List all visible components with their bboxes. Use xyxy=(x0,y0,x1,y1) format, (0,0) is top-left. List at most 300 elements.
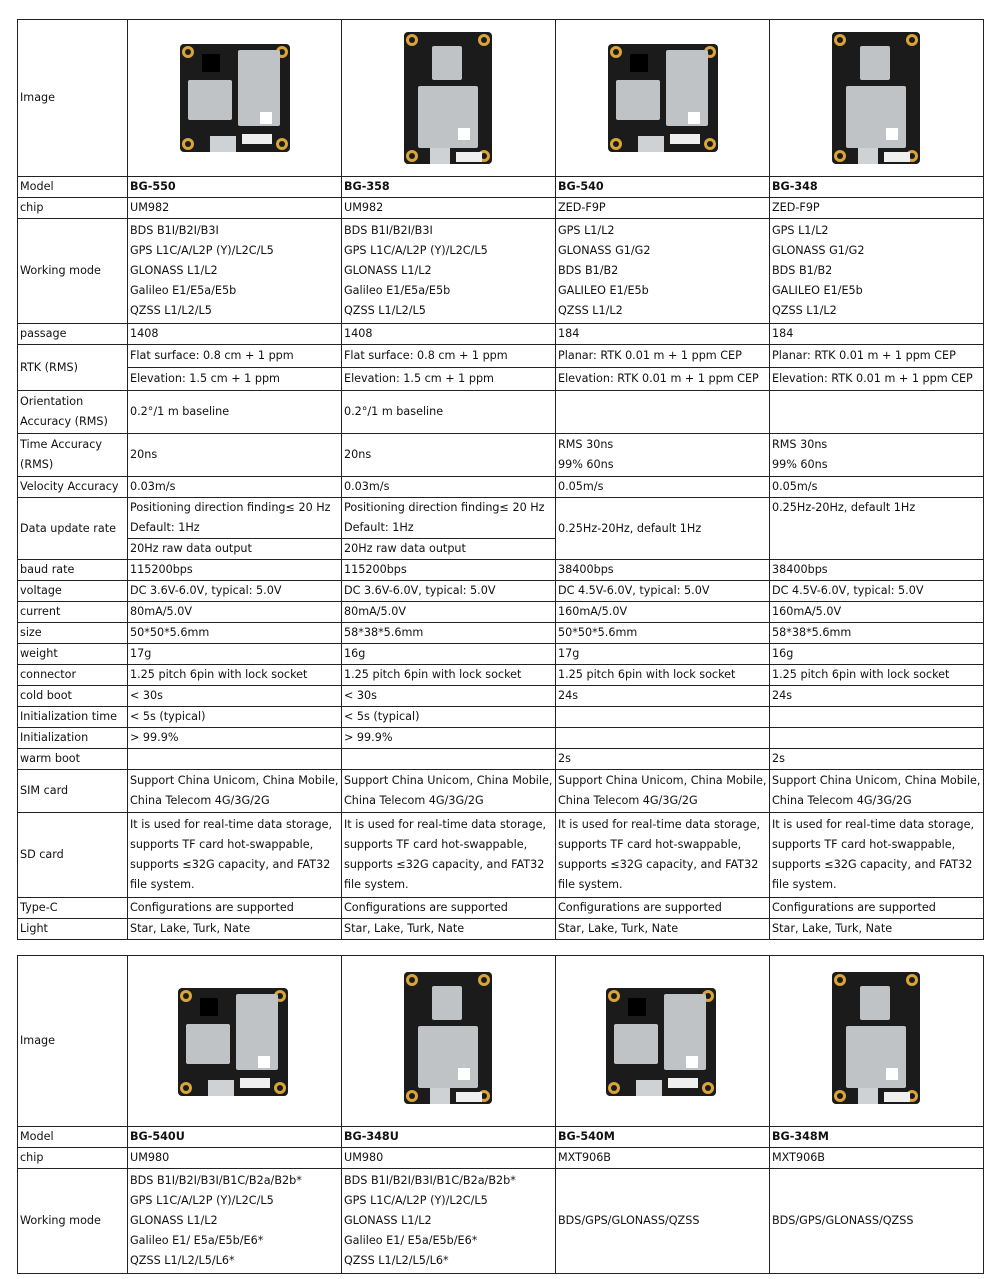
product-board-image xyxy=(178,984,288,1102)
cell-value: DC 4.5V-6.0V, typical: 5.0V xyxy=(772,584,924,597)
cell-line: GALILEO E1/E5b xyxy=(772,284,863,297)
spec-table-secondary xyxy=(17,955,984,1274)
row-label-cell xyxy=(18,219,128,324)
value-cell xyxy=(128,686,342,707)
cell-value: 24s xyxy=(558,689,579,702)
cell-line: Galileo E1/ E5a/E5b/E6* xyxy=(130,1234,264,1247)
value-cell xyxy=(556,1148,770,1169)
cell-line: file system. xyxy=(130,878,195,891)
cell-value: Planar: RTK 0.01 m + 1 ppm CEP xyxy=(772,349,956,362)
cell-line: China Telecom 4G/3G/2G xyxy=(130,794,270,807)
value-cell xyxy=(770,581,984,602)
row-label: Time Accuracy xyxy=(20,438,103,451)
cell-line: Support China Unicom, China Mobile, xyxy=(344,774,553,787)
cell-value: > 99.9% xyxy=(344,731,393,744)
row-label-cell xyxy=(18,1127,128,1148)
value-cell xyxy=(128,1127,342,1148)
cell-line: QZSS L1/L2 xyxy=(558,304,623,317)
row-label-cell xyxy=(18,602,128,623)
value-cell xyxy=(342,581,556,602)
value-cell xyxy=(128,707,342,728)
cell-value: Elevation: 1.5 cm + 1 ppm xyxy=(130,372,280,385)
value-cell xyxy=(342,434,556,477)
row-label: cold boot xyxy=(20,689,72,702)
product-board-image xyxy=(180,40,290,158)
value-cell xyxy=(770,219,984,324)
row-label: Accuracy (RMS) xyxy=(20,415,108,428)
product-image-cell xyxy=(342,20,556,177)
value-cell xyxy=(342,177,556,198)
cell-value: BG-348M xyxy=(772,1130,829,1143)
cell-line: 0.25Hz-20Hz, default 1Hz xyxy=(772,501,916,514)
row-label-cell xyxy=(18,813,128,898)
cell-line: BDS/GPS/GLONASS/QZSS xyxy=(772,1214,914,1227)
value-cell xyxy=(556,219,770,324)
value-cell xyxy=(128,219,342,324)
row-label-cell xyxy=(18,623,128,644)
value-cell xyxy=(342,560,556,581)
value-cell xyxy=(128,560,342,581)
value-cell xyxy=(342,477,556,498)
value-cell xyxy=(342,1169,556,1274)
cell-value: 1.25 pitch 6pin with lock socket xyxy=(130,668,308,681)
row-label-cell xyxy=(18,919,128,940)
product-board-image xyxy=(832,968,920,1108)
cell-line: supports ≤32G capacity, and FAT32 xyxy=(772,858,973,871)
cell-line: BDS B1I/B2I/B3I/B1C/B2a/B2b* xyxy=(130,1174,302,1187)
cell-line: Support China Unicom, China Mobile, xyxy=(558,774,767,787)
value-cell xyxy=(770,707,984,728)
cell-value: 1.25 pitch 6pin with lock socket xyxy=(558,668,736,681)
value-cell xyxy=(770,770,984,813)
row-label: Image xyxy=(20,1034,56,1047)
row-label-cell xyxy=(18,644,128,665)
cell-value: < 5s (typical) xyxy=(344,710,420,723)
value-cell xyxy=(128,498,342,539)
cell-line: GLONASS G1/G2 xyxy=(558,244,651,257)
product-image-cell xyxy=(342,956,556,1127)
cell-line: China Telecom 4G/3G/2G xyxy=(344,794,484,807)
cell-value: 16g xyxy=(344,647,366,660)
row-label-cell xyxy=(18,198,128,219)
product-image-cell xyxy=(128,20,342,177)
row-label-cell xyxy=(18,1169,128,1274)
cell-line: 99% 60ns xyxy=(772,458,828,471)
value-cell xyxy=(556,749,770,770)
value-cell xyxy=(556,1169,770,1274)
value-cell xyxy=(556,198,770,219)
cell-line: It is used for real-time data storage, xyxy=(344,818,547,831)
value-cell xyxy=(556,434,770,477)
cell-line: BDS B1/B2 xyxy=(772,264,833,277)
value-cell xyxy=(342,1148,556,1169)
cell-line: RMS 30ns xyxy=(558,438,614,451)
cell-value: 58*38*5.6mm xyxy=(772,626,852,639)
cell-line: BDS B1I/B2I/B3I xyxy=(344,224,433,237)
cell-line: supports ≤32G capacity, and FAT32 xyxy=(130,858,331,871)
cell-value: Star, Lake, Turk, Nate xyxy=(130,922,251,935)
cell-line: Support China Unicom, China Mobile, xyxy=(772,774,981,787)
row-label: Model xyxy=(20,1130,54,1143)
cell-value: Configurations are supported xyxy=(772,901,936,914)
cell-value: BG-540U xyxy=(130,1130,185,1143)
cell-value: 24s xyxy=(772,689,793,702)
value-cell xyxy=(770,177,984,198)
cell-line: Positioning direction finding≤ 20 Hz xyxy=(130,501,331,514)
value-cell xyxy=(128,345,342,368)
cell-line: GPS L1C/A/L2P (Y)/L2C/L5 xyxy=(344,244,488,257)
cell-line: Galileo E1/E5a/E5b xyxy=(130,284,237,297)
value-cell xyxy=(556,345,770,368)
value-cell xyxy=(342,219,556,324)
row-label: voltage xyxy=(20,584,62,597)
row-label-cell xyxy=(18,665,128,686)
value-cell xyxy=(556,644,770,665)
cell-line: RMS 30ns xyxy=(772,438,828,451)
cell-value: 115200bps xyxy=(130,563,193,576)
cell-value: 0.2°/1 m baseline xyxy=(130,405,230,418)
value-cell xyxy=(128,749,342,770)
value-cell xyxy=(556,919,770,940)
row-label-cell xyxy=(18,345,128,391)
value-cell xyxy=(556,581,770,602)
cell-value: MXT906B xyxy=(772,1151,825,1164)
value-cell xyxy=(556,368,770,391)
cell-line: QZSS L1/L2/L5/L6* xyxy=(344,1254,449,1267)
cell-value: 160mA/5.0V xyxy=(558,605,628,618)
row-label-cell xyxy=(18,477,128,498)
row-label-cell xyxy=(18,324,128,345)
value-cell xyxy=(770,1127,984,1148)
cell-line: supports ≤32G capacity, and FAT32 xyxy=(344,858,545,871)
cell-value: Configurations are supported xyxy=(130,901,294,914)
value-cell xyxy=(342,707,556,728)
cell-line: file system. xyxy=(344,878,409,891)
cell-value: Elevation: RTK 0.01 m + 1 ppm CEP xyxy=(772,372,973,385)
cell-line: BDS B1I/B2I/B3I xyxy=(130,224,219,237)
row-label: Working mode xyxy=(20,264,101,277)
value-cell xyxy=(128,1169,342,1274)
cell-line: GLONASS L1/L2 xyxy=(130,1214,218,1227)
cell-value: 80mA/5.0V xyxy=(344,605,407,618)
cell-value: 1.25 pitch 6pin with lock socket xyxy=(772,668,950,681)
row-label-cell xyxy=(18,498,128,560)
cell-line: Positioning direction finding≤ 20 Hz xyxy=(344,501,545,514)
row-label: Model xyxy=(20,180,54,193)
product-image-cell xyxy=(556,20,770,177)
value-cell xyxy=(342,749,556,770)
value-cell xyxy=(342,686,556,707)
cell-value: ZED-F9P xyxy=(558,201,606,214)
row-label-cell xyxy=(18,686,128,707)
value-cell xyxy=(556,498,770,560)
cell-value: DC 3.6V-6.0V, typical: 5.0V xyxy=(344,584,496,597)
value-cell xyxy=(128,324,342,345)
value-cell xyxy=(342,623,556,644)
cell-value: BG-540 xyxy=(558,180,604,193)
value-cell xyxy=(128,177,342,198)
cell-line: Default: 1Hz xyxy=(344,521,414,534)
value-cell xyxy=(556,602,770,623)
value-cell xyxy=(556,665,770,686)
value-cell xyxy=(770,898,984,919)
cell-line: supports TF card hot-swappable, xyxy=(130,838,314,851)
value-cell xyxy=(556,177,770,198)
cell-value: Star, Lake, Turk, Nate xyxy=(558,922,679,935)
cell-value: BG-348U xyxy=(344,1130,399,1143)
row-label: connector xyxy=(20,668,77,681)
cell-value: Flat surface: 0.8 cm + 1 ppm xyxy=(130,349,294,362)
value-cell xyxy=(770,728,984,749)
value-cell xyxy=(770,391,984,434)
cell-line: GLONASS L1/L2 xyxy=(344,264,432,277)
row-label: chip xyxy=(20,201,44,214)
cell-line: GPS L1C/A/L2P (Y)/L2C/L5 xyxy=(130,244,274,257)
cell-value: BG-348 xyxy=(772,180,818,193)
product-image-cell xyxy=(128,956,342,1127)
value-cell xyxy=(128,477,342,498)
row-label: Initialization time xyxy=(20,710,118,723)
cell-line: GLONASS G1/G2 xyxy=(772,244,865,257)
cell-line: 0.25Hz-20Hz, default 1Hz xyxy=(558,521,702,535)
cell-value: Elevation: 1.5 cm + 1 ppm xyxy=(344,372,494,385)
cell-value: 160mA/5.0V xyxy=(772,605,842,618)
product-image-cell xyxy=(770,956,984,1127)
value-cell xyxy=(770,1169,984,1274)
product-board-image xyxy=(404,28,492,168)
row-label: weight xyxy=(20,647,58,660)
cell-value: 0.05m/s xyxy=(558,480,604,493)
cell-value: 50*50*5.6mm xyxy=(558,626,638,639)
cell-value: DC 4.5V-6.0V, typical: 5.0V xyxy=(558,584,710,597)
value-cell xyxy=(128,813,342,898)
row-label: baud rate xyxy=(20,563,75,576)
value-cell xyxy=(770,560,984,581)
product-board-image xyxy=(404,968,492,1108)
value-cell xyxy=(770,345,984,368)
cell-line: GPS L1C/A/L2P (Y)/L2C/L5 xyxy=(344,1194,488,1207)
cell-value: BG-358 xyxy=(344,180,390,193)
row-label-cell xyxy=(18,177,128,198)
cell-line: supports TF card hot-swappable, xyxy=(558,838,742,851)
cell-value: > 99.9% xyxy=(130,731,179,744)
row-label: Initialization xyxy=(20,731,89,744)
cell-value: 115200bps xyxy=(344,563,407,576)
value-cell xyxy=(128,368,342,391)
value-cell xyxy=(556,623,770,644)
cell-line: QZSS L1/L2 xyxy=(772,304,837,317)
value-cell xyxy=(770,623,984,644)
value-cell xyxy=(770,368,984,391)
cell-value: 2s xyxy=(558,752,571,765)
value-cell xyxy=(342,324,556,345)
row-label-cell xyxy=(18,581,128,602)
row-label-cell xyxy=(18,956,128,1127)
cell-value: UM980 xyxy=(344,1151,384,1164)
row-label: current xyxy=(20,605,61,618)
value-cell xyxy=(556,686,770,707)
cell-value: 0.03m/s xyxy=(344,480,390,493)
row-label: Working mode xyxy=(20,1214,101,1227)
value-cell xyxy=(770,324,984,345)
cell-value: 0.2°/1 m baseline xyxy=(344,405,444,418)
value-cell xyxy=(770,498,984,560)
value-cell xyxy=(342,198,556,219)
cell-line: Galileo E1/E5a/E5b xyxy=(344,284,451,297)
cell-value: UM982 xyxy=(344,201,384,214)
cell-value: Star, Lake, Turk, Nate xyxy=(772,922,893,935)
value-cell xyxy=(342,813,556,898)
value-cell xyxy=(556,707,770,728)
value-cell xyxy=(770,602,984,623)
row-label-cell xyxy=(18,20,128,177)
cell-value: Star, Lake, Turk, Nate xyxy=(344,922,465,935)
row-label: warm boot xyxy=(20,752,81,765)
cell-line: It is used for real-time data storage, xyxy=(772,818,975,831)
row-label-cell xyxy=(18,707,128,728)
value-cell xyxy=(770,665,984,686)
cell-line: 20ns xyxy=(130,448,158,461)
cell-line: 20ns xyxy=(344,448,372,461)
cell-value: < 30s xyxy=(344,689,377,702)
cell-value: 184 xyxy=(558,327,580,340)
value-cell xyxy=(770,749,984,770)
cell-line: China Telecom 4G/3G/2G xyxy=(558,794,698,807)
value-cell xyxy=(556,898,770,919)
cell-value: UM980 xyxy=(130,1151,170,1164)
row-label: (RMS) xyxy=(20,458,54,471)
cell-value: 38400bps xyxy=(772,563,828,576)
cell-line: QZSS L1/L2/L5 xyxy=(344,304,426,317)
cell-value: Configurations are supported xyxy=(558,901,722,914)
value-cell xyxy=(556,324,770,345)
cell-line: supports ≤32G capacity, and FAT32 xyxy=(558,858,759,871)
cell-value: 1408 xyxy=(130,327,159,340)
row-label: chip xyxy=(20,1151,44,1164)
product-board-image xyxy=(606,984,716,1102)
cell-value: Planar: RTK 0.01 m + 1 ppm CEP xyxy=(558,349,742,362)
cell-line: GLONASS L1/L2 xyxy=(130,264,218,277)
cell-line: GPS L1C/A/L2P (Y)/L2C/L5 xyxy=(130,1194,274,1207)
cell-value: 17g xyxy=(558,647,580,660)
cell-line: 99% 60ns xyxy=(558,458,614,471)
value-cell xyxy=(770,198,984,219)
value-cell xyxy=(342,498,556,539)
cell-line: QZSS L1/L2/L5/L6* xyxy=(130,1254,235,1267)
value-cell xyxy=(342,368,556,391)
value-cell xyxy=(556,728,770,749)
value-cell xyxy=(556,813,770,898)
row-label-cell xyxy=(18,898,128,919)
row-label-cell xyxy=(18,749,128,770)
value-cell xyxy=(128,198,342,219)
product-board-image xyxy=(832,28,920,168)
cell-value: < 5s (typical) xyxy=(130,710,206,723)
cell-value: 20Hz raw data output xyxy=(344,542,466,555)
value-cell xyxy=(342,898,556,919)
value-cell xyxy=(128,539,342,560)
product-image-cell xyxy=(556,956,770,1127)
product-board-image xyxy=(608,40,718,158)
value-cell xyxy=(128,623,342,644)
value-cell xyxy=(128,391,342,434)
value-cell xyxy=(556,560,770,581)
cell-value: BG-540M xyxy=(558,1130,615,1143)
cell-line: BDS B1/B2 xyxy=(558,264,619,277)
row-label: Image xyxy=(20,91,56,104)
cell-value: 2s xyxy=(772,752,785,765)
cell-line: China Telecom 4G/3G/2G xyxy=(772,794,912,807)
value-cell xyxy=(128,644,342,665)
cell-value: 0.03m/s xyxy=(130,480,176,493)
value-cell xyxy=(770,434,984,477)
row-label-cell xyxy=(18,434,128,477)
value-cell xyxy=(342,602,556,623)
value-cell xyxy=(342,391,556,434)
value-cell xyxy=(342,644,556,665)
value-cell xyxy=(556,770,770,813)
cell-value: 80mA/5.0V xyxy=(130,605,193,618)
cell-line: It is used for real-time data storage, xyxy=(558,818,761,831)
cell-line: BDS/GPS/GLONASS/QZSS xyxy=(558,1214,700,1227)
cell-line: GPS L1/L2 xyxy=(772,224,829,237)
cell-line: GPS L1/L2 xyxy=(558,224,615,237)
cell-value: DC 3.6V-6.0V, typical: 5.0V xyxy=(130,584,282,597)
cell-value: < 30s xyxy=(130,689,163,702)
cell-line: Default: 1Hz xyxy=(130,521,200,534)
row-label-cell xyxy=(18,391,128,434)
value-cell xyxy=(128,434,342,477)
value-cell xyxy=(770,686,984,707)
value-cell xyxy=(342,345,556,368)
cell-line: GLONASS L1/L2 xyxy=(344,1214,432,1227)
cell-value: Flat surface: 0.8 cm + 1 ppm xyxy=(344,349,508,362)
value-cell xyxy=(128,898,342,919)
cell-value: UM982 xyxy=(130,201,170,214)
value-cell xyxy=(128,581,342,602)
value-cell xyxy=(556,477,770,498)
value-cell xyxy=(342,665,556,686)
value-cell xyxy=(128,919,342,940)
cell-value: 16g xyxy=(772,647,794,660)
value-cell xyxy=(770,644,984,665)
value-cell xyxy=(342,728,556,749)
value-cell xyxy=(128,1148,342,1169)
cell-value: 38400bps xyxy=(558,563,614,576)
product-image-cell xyxy=(770,20,984,177)
value-cell xyxy=(128,770,342,813)
spec-table-main xyxy=(17,19,984,940)
cell-value: 58*38*5.6mm xyxy=(344,626,424,639)
value-cell xyxy=(342,1127,556,1148)
value-cell xyxy=(556,1127,770,1148)
cell-value: 184 xyxy=(772,327,794,340)
value-cell xyxy=(770,919,984,940)
cell-value: 0.05m/s xyxy=(772,480,818,493)
value-cell xyxy=(128,728,342,749)
row-label: SIM card xyxy=(20,784,69,797)
value-cell xyxy=(770,1148,984,1169)
cell-line: GALILEO E1/E5b xyxy=(558,284,649,297)
cell-value: 17g xyxy=(130,647,152,660)
value-cell xyxy=(342,770,556,813)
cell-line: Galileo E1/ E5a/E5b/E6* xyxy=(344,1234,478,1247)
cell-value: 1.25 pitch 6pin with lock socket xyxy=(344,668,522,681)
cell-value: 50*50*5.6mm xyxy=(130,626,210,639)
value-cell xyxy=(770,813,984,898)
row-label: size xyxy=(20,626,42,639)
row-label: passage xyxy=(20,327,67,340)
